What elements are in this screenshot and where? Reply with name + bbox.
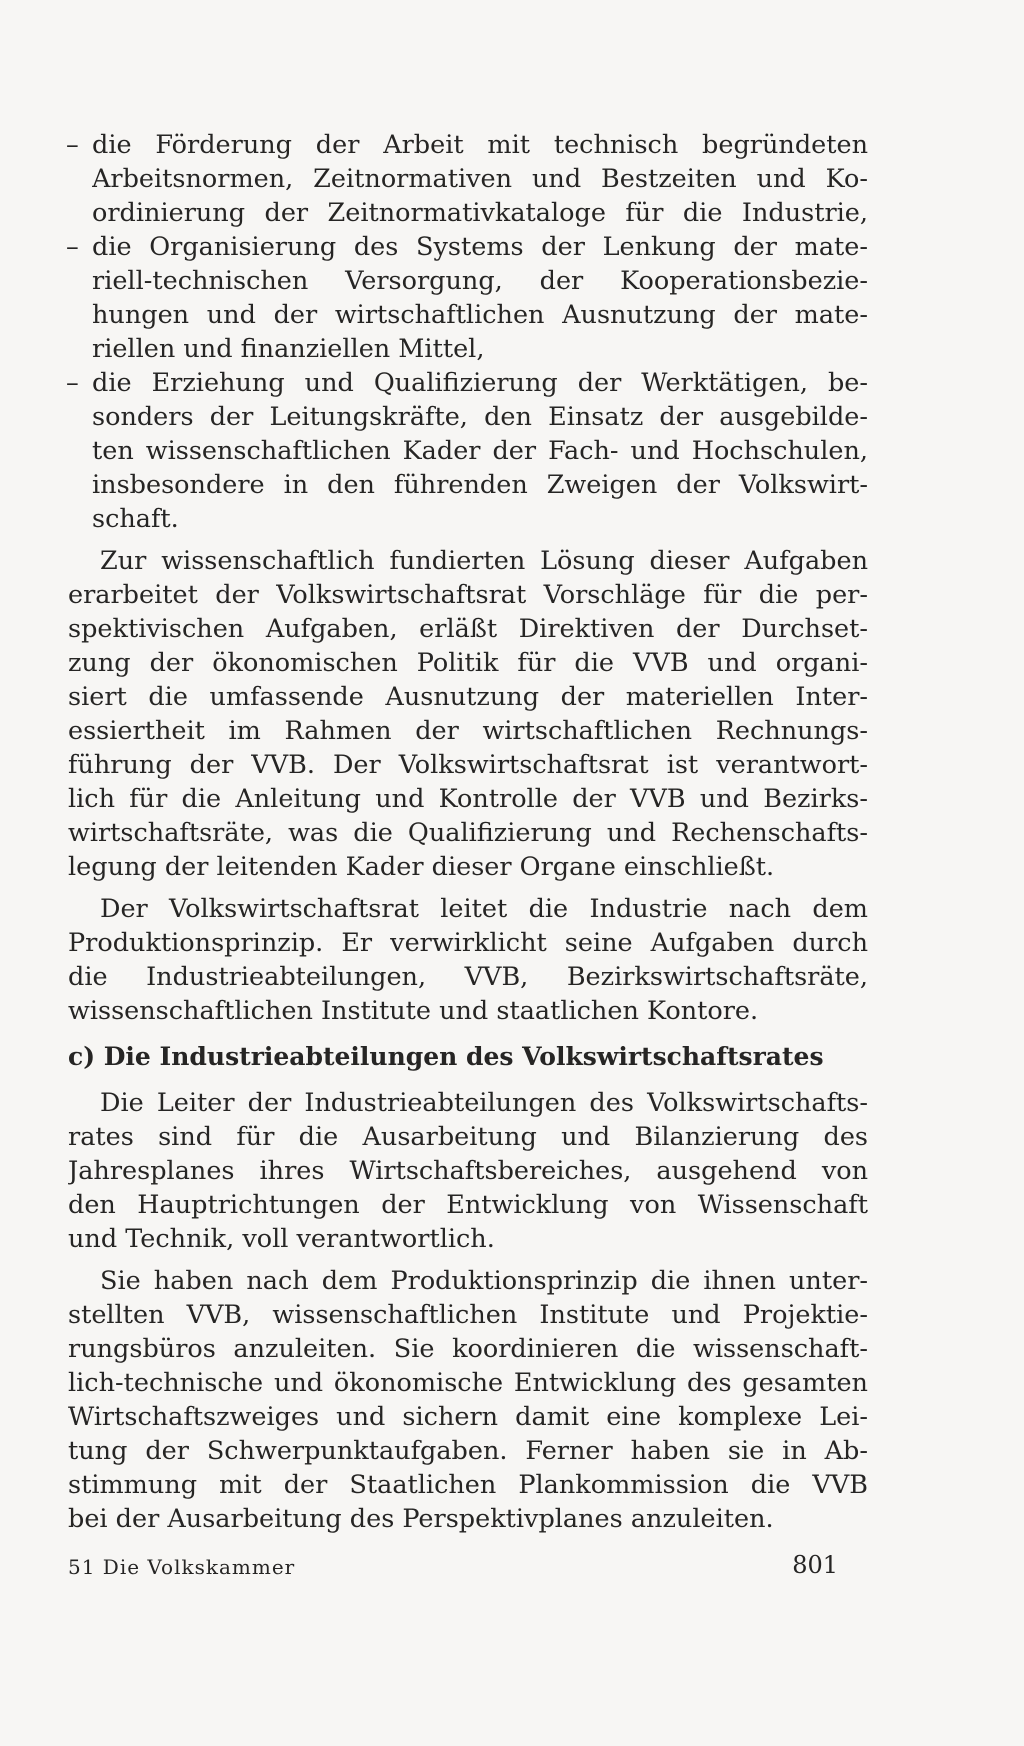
text-line: erarbeitet der Volkswirtschaftsrat Vorschläge für die per- (68, 580, 868, 610)
text-line: wissenschaftlichen Institute und staatlichen Kontore. (68, 996, 759, 1026)
text-line: lich für die Anleitung und Kontrolle der VVB und Bezirks- (68, 784, 868, 814)
text-line: insbesondere in den führenden Zweigen der Volkswirt- (92, 470, 868, 500)
text-line: Produktionsprinzip. Er verwirklicht seine Aufgaben durch (68, 928, 868, 958)
text-line: tung der Schwerpunktaufgaben. Ferner haben sie in Ab- (68, 1436, 868, 1466)
text-line: Zur wissenschaftlich fundierten Lösung dieser Aufgaben (100, 546, 868, 576)
text-line: sonders der Leitungskräfte, den Einsatz der ausgebilde- (92, 402, 868, 432)
text-line: die Erziehung und Qualifizierung der Werktätigen, be- (92, 368, 868, 398)
text-line: spektivischen Aufgaben, erläßt Direktiven der Durchset- (68, 614, 868, 644)
text-line: Der Volkswirtschaftsrat leitet die Industrie nach dem (100, 894, 868, 924)
text-line: Die Leiter der Industrieabteilungen des Volkswirtschafts- (100, 1088, 868, 1118)
text-line: die Förderung der Arbeit mit technisch begründeten (92, 130, 868, 160)
text-line: siert die umfassende Ausnutzung der materiellen Inter- (68, 682, 868, 712)
text-line: ordinierung der Zeitnormativkataloge für die Industrie, (92, 198, 868, 228)
text-line: essiertheit im Rahmen der wirtschaftlichen Rechnungs- (68, 716, 868, 746)
section-heading: c) Die Industrieabteilungen des Volkswirtschaftsrates (68, 1042, 824, 1071)
text-line: ten wissenschaftlichen Kader der Fach- und Hochschulen, (92, 436, 868, 466)
text-line: den Hauptrichtungen der Entwicklung von Wissenschaft (68, 1190, 868, 1220)
text-line: Sie haben nach dem Produktionsprinzip die ihnen unter- (100, 1266, 868, 1296)
list-dash: – (66, 130, 79, 160)
footer-signature: 51 Die Volkskammer (68, 1555, 296, 1579)
text-line: schaft. (92, 504, 179, 534)
text-line: riell-technischen Versorgung, der Kooperationsbezie- (92, 266, 868, 296)
text-line: lich-technische und ökonomische Entwicklung des gesamten (68, 1368, 868, 1398)
text-line: stellten VVB, wissenschaftlichen Institute und Projektie- (68, 1300, 868, 1330)
text-line: riellen und finanziellen Mittel, (92, 334, 485, 364)
list-dash: – (66, 368, 79, 398)
text-line: zung der ökonomischen Politik für die VVB und organi- (68, 648, 868, 678)
text-line: Wirtschaftszweiges und sichern damit eine komplexe Lei- (68, 1402, 868, 1432)
text-line: die Industrieabteilungen, VVB, Bezirkswirtschaftsräte, (68, 962, 868, 992)
text-line: rungsbüros anzuleiten. Sie koordinieren die wissenschaft- (68, 1334, 868, 1364)
text-line: die Organisierung des Systems der Lenkung der mate- (92, 232, 868, 262)
text-line: hungen und der wirtschaftlichen Ausnutzung der mate- (92, 300, 868, 330)
text-line: rates sind für die Ausarbeitung und Bilanzierung des (68, 1122, 868, 1152)
page-number: 801 (792, 1551, 838, 1579)
text-line: wirtschaftsräte, was die Qualifizierung und Rechenschafts- (68, 818, 868, 848)
list-dash: – (66, 232, 79, 262)
text-line: Arbeitsnormen, Zeitnormativen und Bestzeiten und Ko- (92, 164, 868, 194)
text-line: führung der VVB. Der Volkswirtschaftsrat ist verantwort- (68, 750, 868, 780)
text-line: und Technik, voll verantwortlich. (68, 1224, 495, 1254)
text-line: bei der Ausarbeitung des Perspektivplanes anzuleiten. (68, 1504, 774, 1534)
text-line: stimmung mit der Staatlichen Plankommission die VVB (68, 1470, 868, 1500)
text-line: legung der leitenden Kader dieser Organe einschließt. (68, 852, 775, 882)
text-line: Jahresplanes ihres Wirtschaftsbereiches, ausgehend von (68, 1156, 868, 1186)
